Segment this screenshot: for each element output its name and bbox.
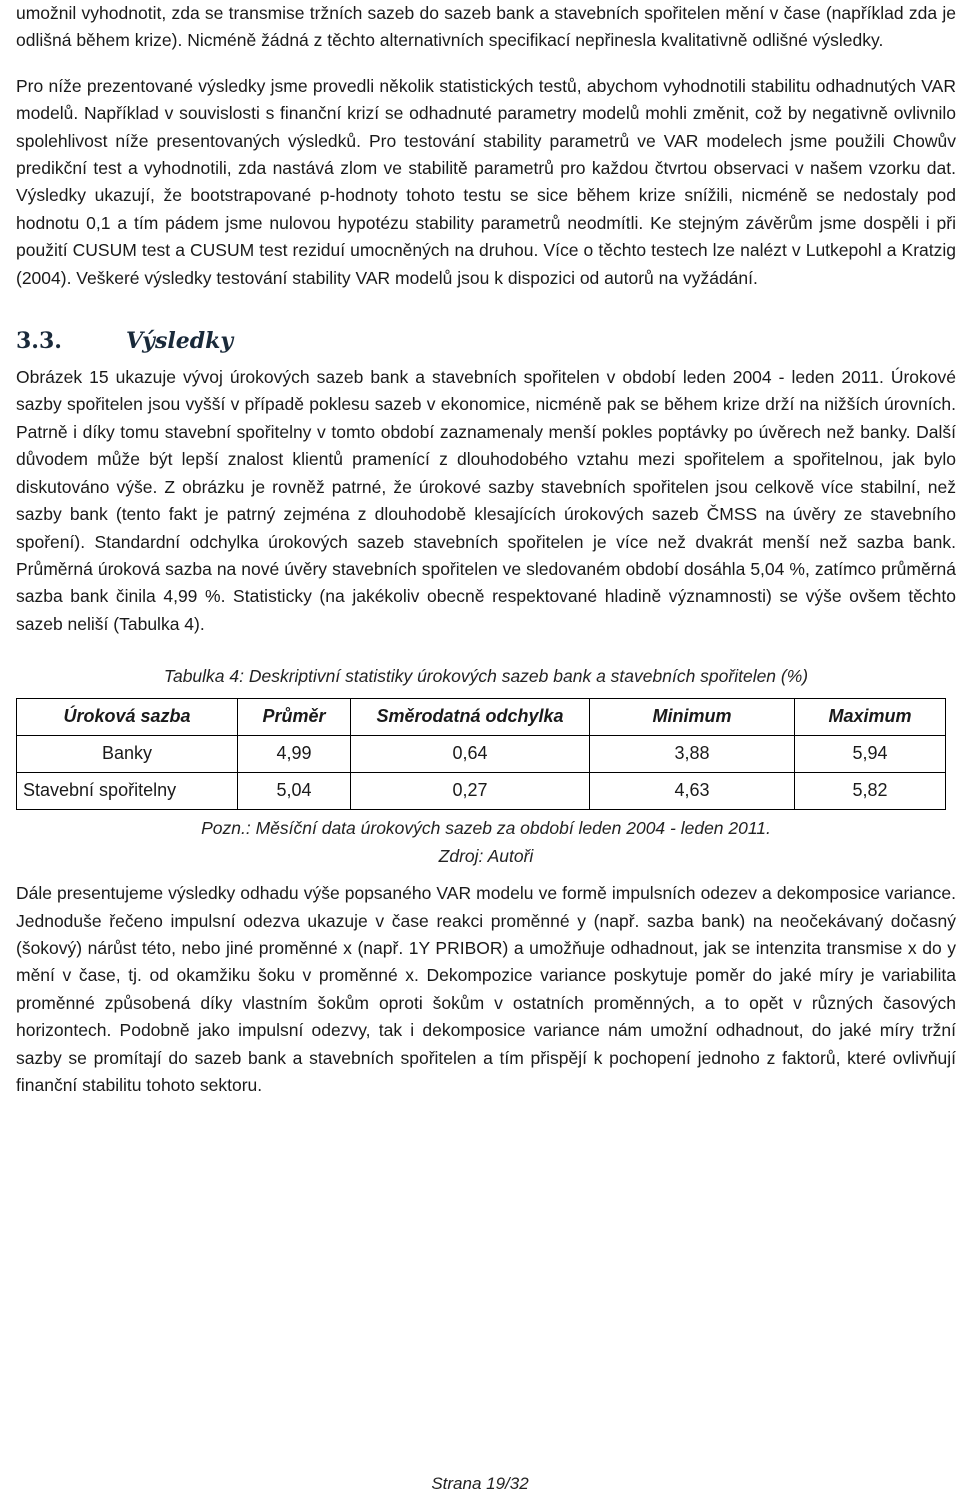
header-cell-minimum: Minimum — [590, 699, 795, 736]
cell-mean: 5,04 — [238, 773, 351, 810]
table-source: Zdroj: Autoři — [438, 846, 534, 867]
cell-minimum: 4,63 — [590, 773, 795, 810]
document-page — [16, 0, 956, 1099]
header-cell-stddev: Směrodatná odchylka — [351, 699, 590, 736]
paragraph-results: Obrázek 15 ukazuje vývoj úrokových sazeb bank a stavebních spořitelen v období leden 2004 - leden 2011. Úrokové sazby spořitelen jsou vyšší v případě poklesu sazeb v ekonomice, nicméně pak se během krize drží na nižších úrovních. Patrně i díky tomu stavební spořitelny v tomto období zaznamenaly menší pokles poptávky po úvěrech než banky. Další důvodem může být lepší znalost klientů pramenící z dlouhodobého vztahu mezi spořitelem a spořitelnou, jak bylo diskutováno výše. Z obrázku je rovněž patrné, že úrokové sazby stavebních spořitelen jsou celkově více stabilní, než sazby bank (tento fakt je patrný zejména z dlouhodobě klesajících úrokových sazeb ČMSS na úvěry ze stavebního spoření). Standardní odchylka úrokových sazeb stavebních spořitelen je více než dvakrát menší než sazba bank. Průměrná úroková sazba na nové úvěry stavebních spořitelen ve sledovaném období dosáhla 5,04 %, zatímco průměrná sazba bank činila 4,99 %. Statisticky (na jakékoliv obecně respektované hladině významnosti) se výše ovšem těchto sazeb neliší (Tabulka 4). — [16, 367, 956, 634]
cell-minimum: 3,88 — [590, 736, 795, 773]
section-heading — [16, 326, 956, 356]
row-label: Stavební spořitelny — [17, 773, 238, 810]
descriptive-stats-table — [16, 698, 946, 810]
cell-stddev: 0,27 — [351, 773, 590, 810]
table-row — [17, 736, 946, 773]
row-label: Banky — [17, 736, 238, 773]
header-cell-maximum: Maximum — [795, 699, 946, 736]
table-note — [16, 814, 956, 870]
cell-stddev: 0,64 — [351, 736, 590, 773]
table-caption: Tabulka 4: Deskriptivní statistiky úrokových sazeb bank a stavebních spořitelen (%) — [163, 666, 809, 687]
cell-mean: 4,99 — [238, 736, 351, 773]
header-cell-rate: Úroková sazba — [17, 699, 238, 736]
table-header-row — [17, 699, 946, 736]
table-note-text: Pozn.: Měsíční data úrokových sazeb za období leden 2004 - leden 2011. — [201, 818, 771, 839]
section-number: 3.3. — [16, 328, 62, 355]
table-row — [17, 773, 946, 810]
paragraph-intro: umožnil vyhodnotit, zda se transmise tržních sazeb do sazeb bank a stavebních spořitelen mění v čase (například zda je odlišná během krize). Nicméně žádná z těchto alternativních specifikací nepřinesla kvalitativně odlišné výsledky. — [16, 3, 956, 51]
cell-maximum: 5,82 — [795, 773, 946, 810]
header-cell-mean: Průměr — [238, 699, 351, 736]
cell-maximum: 5,94 — [795, 736, 946, 773]
page-number: Strana 19/32 — [431, 1474, 529, 1493]
section-title: Výsledky — [126, 328, 234, 355]
paragraph-conclusion: Dále presentujeme výsledky odhadu výše popsaného VAR modelu ve formě impulsních odezev a dekomposice variance. Jednoduše řečeno impulsní odezva ukazuje v čase reakci proměnné y (např. sazba bank) na neočekávaný dočasný (šokový) nárůst této, nebo jiné proměnné x (např. 1Y PRIBOR) a umožňuje odhadnout, jak se intenzita transmise x do y mění v čase, tj. od okamžiku šoku v proměnné x. Dekompozice variance poskytuje poměr do jaké míry je variabilita proměnné způsobená díky vlastním šokům oproti šokům v ostatních proměnných, a to opět v různých časových horizontech. Podobně jako impulsní odezvy, tak i dekomposice variance nám umožní odhadnout, do jaké míry tržní sazby se promítají do sazeb bank a stavebních spořitelen a tím přispějí k pochopení jednoho z faktorů, které ovlivňují finanční stabilitu tohoto sektoru. — [16, 883, 956, 1095]
paragraph-stability-tests: Pro níže prezentované výsledky jsme provedli několik statistických testů, abychom vyhodnotili stabilitu odhadnutých VAR modelů. Například v souvislosti s finanční krizí se odhadnuté parametry modelů mohli změnit, což by negativně ovlivnilo spolehlivost níže presentovaných výsledků. Pro testování stability parametrů ve VAR modelech jsme použili Chowův predikční test a vyhodnotili, zda nastává zlom ve stabilitě parametrů pro každou čtvrtou observaci v našem vzorku dat. Výsledky ukazují, že bootstrapované p-hodnoty tohoto testu se sice během krize snížili, nicméně se nedostaly pod hodnotu 0,1 a tím pádem jsme nulovou hypotézu stability parametrů neodmítli. Ke stejným závěrům jsme dospěli i při použití CUSUM test a CUSUM test reziduí umocněných na druhou. Více o těchto testech lze nalézt v Lutkepohl a Kratzig (2004). Veškeré výsledky testování stability VAR modelů jsou k dispozici od autorů na vyžádání. — [16, 75, 956, 288]
